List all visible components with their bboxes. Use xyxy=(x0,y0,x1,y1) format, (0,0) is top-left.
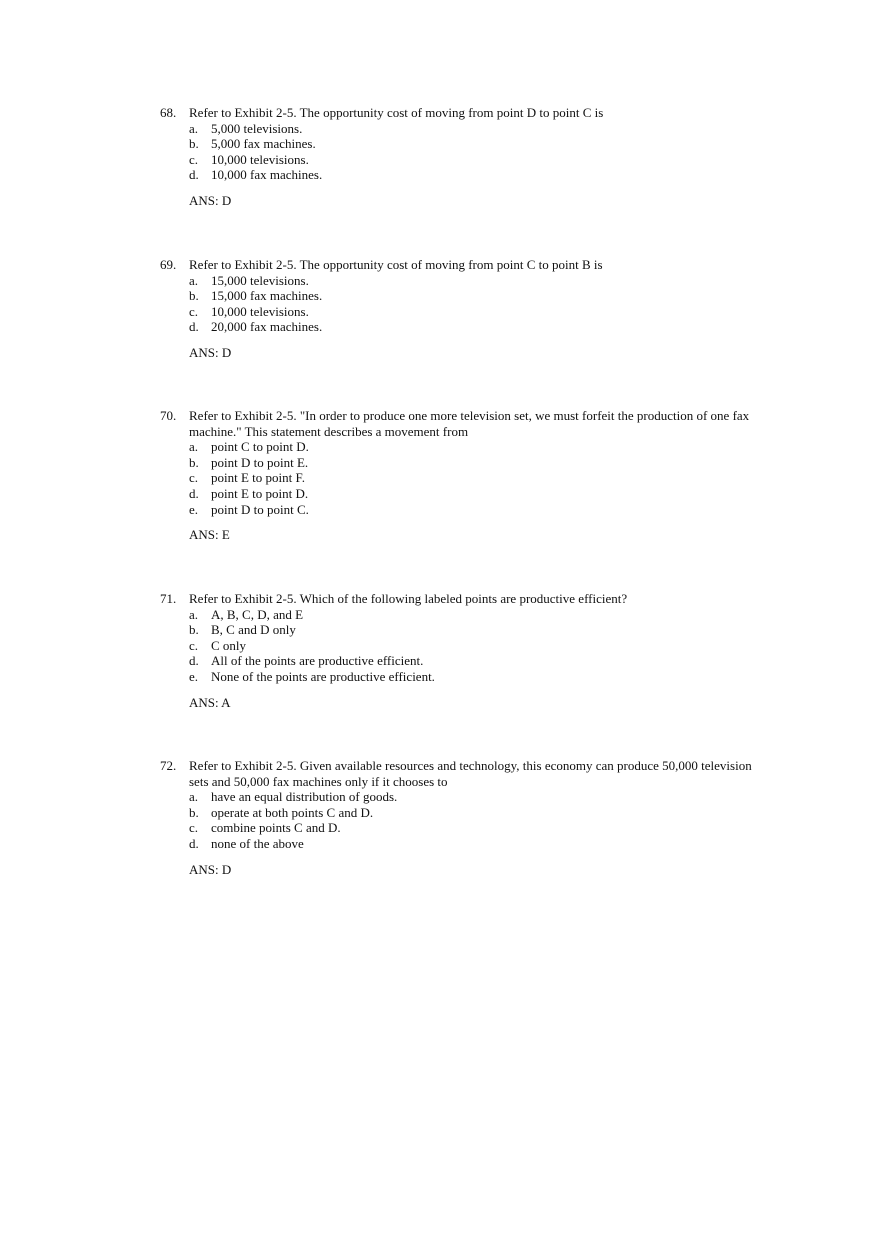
option-text: 15,000 fax machines. xyxy=(211,288,323,304)
option-text: 5,000 televisions. xyxy=(211,120,303,136)
question-number: 71. xyxy=(160,591,177,606)
option-letter: c. xyxy=(189,637,199,653)
option-text: 5,000 fax machines. xyxy=(211,136,316,152)
option-letter: b. xyxy=(189,454,199,470)
question-text: Refer to Exhibit 2-5. Given available resources and technology, this economy can produce 50,000 television sets and 50,000 fax machines only if it chooses to xyxy=(189,758,752,789)
answer-option xyxy=(160,789,760,805)
question-text: Refer to Exhibit 2-5. The opportunity cost of moving from point C to point B is xyxy=(189,257,603,272)
option-letter: d. xyxy=(189,653,199,669)
option-letter: c. xyxy=(189,470,199,486)
option-letter: a. xyxy=(189,606,199,622)
option-text: 10,000 fax machines. xyxy=(211,167,323,183)
option-text: 20,000 fax machines. xyxy=(211,319,323,335)
question-stem xyxy=(160,257,760,273)
answer-option xyxy=(160,288,760,304)
question-stem xyxy=(160,408,760,439)
question-text: Refer to Exhibit 2-5. Which of the following labeled points are productive efficient? xyxy=(189,591,628,606)
option-letter: d. xyxy=(189,167,199,183)
option-text: point C to point D. xyxy=(211,439,309,455)
answer-key: ANS: D xyxy=(189,344,232,360)
question-number: 72. xyxy=(160,758,177,773)
option-text: B, C and D only xyxy=(211,622,296,638)
answer-option xyxy=(160,607,760,623)
question-69 xyxy=(160,257,760,361)
answer-key: ANS: D xyxy=(189,861,232,877)
question-text: Refer to Exhibit 2-5. "In order to produce one more television set, we must forfeit the production of one fax machine." This statement describes a movement from xyxy=(189,408,750,439)
answer-option xyxy=(160,502,760,518)
answer-option xyxy=(160,638,760,654)
option-letter: e. xyxy=(189,501,199,517)
question-68 xyxy=(160,105,760,209)
option-text: combine points C and D. xyxy=(211,820,341,836)
answer-key: ANS: E xyxy=(189,527,230,543)
option-text: C only xyxy=(211,637,247,653)
answer-option xyxy=(160,136,760,152)
question-70 xyxy=(160,408,760,543)
question-72 xyxy=(160,758,760,877)
answer-option xyxy=(160,273,760,289)
answer-option xyxy=(160,486,760,502)
option-text: none of the above xyxy=(211,835,304,851)
answer-option xyxy=(160,805,760,821)
option-letter: d. xyxy=(189,835,199,851)
answer-option xyxy=(160,836,760,852)
answer-option xyxy=(160,121,760,137)
answer-option xyxy=(160,319,760,335)
option-letter: a. xyxy=(189,272,199,288)
answer-key: ANS: A xyxy=(189,694,231,710)
question-number: 68. xyxy=(160,105,177,120)
question-text: Refer to Exhibit 2-5. The opportunity cost of moving from point D to point C is xyxy=(189,105,604,120)
answer-option xyxy=(160,653,760,669)
option-text: point D to point C. xyxy=(211,501,309,517)
answer-option xyxy=(160,470,760,486)
option-letter: a. xyxy=(189,439,199,455)
answer-key: ANS: D xyxy=(189,192,232,208)
option-text: A, B, C, D, and E xyxy=(211,606,304,622)
option-letter: b. xyxy=(189,804,199,820)
option-letter: d. xyxy=(189,319,199,335)
option-text: All of the points are productive efficient. xyxy=(211,653,424,669)
option-text: operate at both points C and D. xyxy=(211,804,374,820)
answer-option xyxy=(160,820,760,836)
question-number: 69. xyxy=(160,257,177,272)
option-letter: c. xyxy=(189,151,199,167)
option-text: None of the points are productive efficient. xyxy=(211,668,435,684)
option-text: point E to point F. xyxy=(211,470,305,486)
answer-option xyxy=(160,455,760,471)
answer-option xyxy=(160,439,760,455)
answer-option xyxy=(160,622,760,638)
option-letter: d. xyxy=(189,485,199,501)
option-text: 10,000 televisions. xyxy=(211,303,309,319)
answer-option xyxy=(160,167,760,183)
option-letter: c. xyxy=(189,820,199,836)
option-letter: c. xyxy=(189,303,199,319)
question-stem xyxy=(160,758,760,789)
option-letter: e. xyxy=(189,668,199,684)
answer-option xyxy=(160,152,760,168)
option-text: point E to point D. xyxy=(211,485,309,501)
option-letter: b. xyxy=(189,136,199,152)
option-letter: a. xyxy=(189,789,199,805)
answer-option xyxy=(160,304,760,320)
option-text: 10,000 televisions. xyxy=(211,151,309,167)
option-text: point D to point E. xyxy=(211,454,309,470)
question-stem xyxy=(160,105,760,121)
option-text: have an equal distribution of goods. xyxy=(211,789,398,805)
option-text: 15,000 televisions. xyxy=(211,272,309,288)
option-letter: b. xyxy=(189,288,199,304)
answer-option xyxy=(160,669,760,685)
option-letter: a. xyxy=(189,120,199,136)
option-letter: b. xyxy=(189,622,199,638)
question-stem xyxy=(160,591,760,607)
question-71 xyxy=(160,591,760,710)
question-number: 70. xyxy=(160,408,177,423)
